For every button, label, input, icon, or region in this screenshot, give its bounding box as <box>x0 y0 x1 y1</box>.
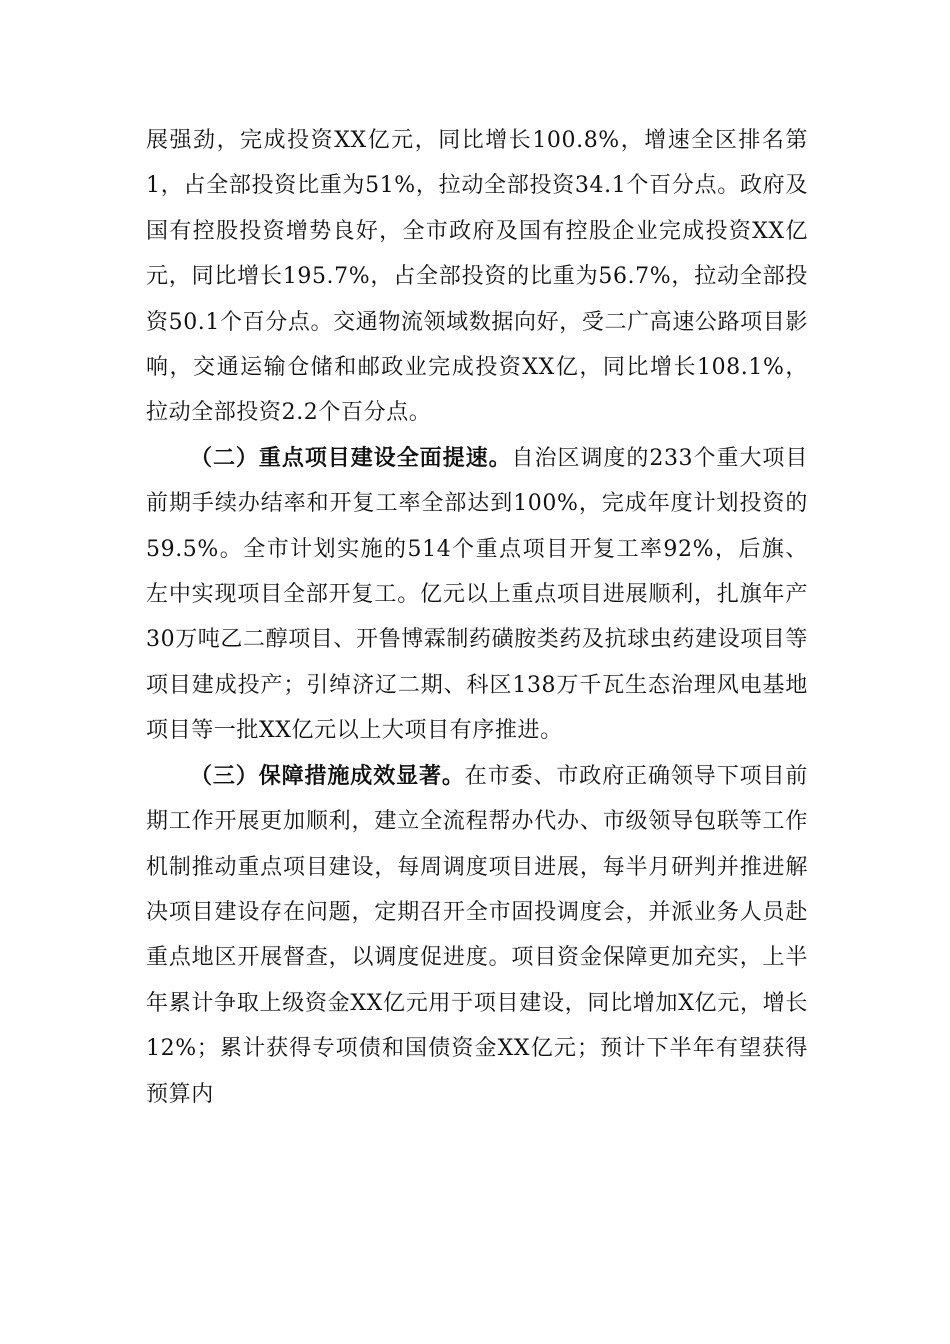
paragraph-text: 展强劲，完成投资XX亿元，同比增长100.8%，增速全区排名第1，占全部投资比重为51%，拉动全部投资34.1个百分点。政府及国有控股投资增势良好，全市政府及国有控股企业完成投资XX亿元，同比增长195.7%，占全部投资的比重为56.7%，拉动全部投资50.1个百分点。交通物流领域数据向好，受二广高速公路项目影响，交通运输仓储和邮政业完成投资XX亿，同比增长108.1%，拉动全部投资2.2个百分点。 <box>146 128 808 426</box>
section-heading: （三）保障措施成效显著。 <box>190 762 465 789</box>
paragraph-safeguard-measures <box>146 754 808 1117</box>
section-heading: （二）重点项目建设全面提速。 <box>190 444 512 471</box>
paragraph-key-projects <box>146 436 808 754</box>
paragraph-investment-summary <box>146 118 808 436</box>
document-body <box>146 118 808 1117</box>
paragraph-text: 在市委、市政府正确领导下项目前期工作开展更加顺利，建立全流程帮办代办、市级领导包联等工作机制推动重点项目建设，每周调度项目进展，每半月研判并推进解决项目建设存在问题，定期召开全市固投调度会，并派业务人员赴重点地区开展督查，以调度促进度。项目资金保障更加充实，上半年累计争取上级资金XX亿元用于项目建设，同比增加X亿元，增长12%；累计获得专项债和国债资金XX亿元；预计下半年有望获得预算内 <box>146 763 808 1107</box>
paragraph-text: 自治区调度的233个重大项目前期手续办结率和开复工率全部达到100%，完成年度计划投资的59.5%。全市计划实施的514个重点项目开复工率92%，后旗、左中实现项目全部开复工。亿元以上重点项目进展顺利，扎旗年产30万吨乙二醇项目、开鲁博霖制药磺胺类药及抗球虫药建设项目等项目建成投产；引绰济辽二期、科区138万千瓦生态治理风电基地项目等一批XX亿元以上大项目有序推进。 <box>146 445 808 744</box>
